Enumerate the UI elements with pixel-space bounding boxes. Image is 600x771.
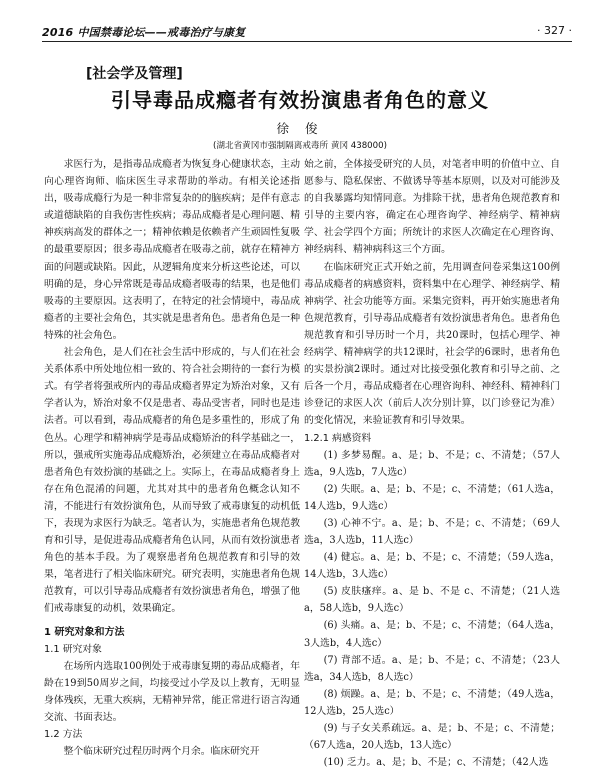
section-tag: [社会学及管理]	[86, 63, 183, 83]
list-item: (1) 多梦易醒。a、是；b、不是；c、不清楚；（57人选a，9人选b，7人选c）	[304, 447, 560, 481]
subsection-heading: 1.2 方法	[44, 726, 300, 743]
affiliation: (湖北省黄冈市强制隔离戒毒所 黄冈 438000)	[0, 139, 600, 151]
running-header	[42, 22, 572, 40]
journal-title: 2016 中国禁毒论坛——戒毒治疗与康复	[42, 24, 245, 40]
section-heading: 1 研究对象和方法	[44, 624, 300, 641]
list-item: (4) 健忘。a、是；b、不是；c、不清楚；（59人选a，14人选b，3人选c）	[304, 549, 560, 583]
list-item: (6) 头痛。a、是；b、不是；c、不清楚；（64人选a，3人选b，4人选c）	[304, 617, 560, 651]
list-item: (7) 背部不适。a、是；b、不是；c、不清楚；（23人选a，34人选b，8人选c）	[304, 652, 560, 686]
paragraph: 在临床研究正式开始之前，先用调查问卷采集这100例毒品成瘾者的病感资料，资料集中在心理学、神经病学、精神病学、社会功能等方面。采集完资料，再开始实施患者角色规范教育，引导毒品成瘾者有效扮演患者角色。患者角色规范教育和引导历时一个月，共20课时，包括心理学、神经病学、精神病学的共12课时，社会学的6课时，患者角色的实景扮演2课时。通过对比接受强化教育和引导之前、之后各一个月，毒品成瘾者在心理咨询科、神经科、精神科门诊登记的求医人次（前后人次分别计算，以门诊登记为准）的变化情况，来验证教育和引导效果。	[304, 259, 560, 430]
page-number: · 327 ·	[537, 24, 572, 37]
subsection-heading: 1.2.1 病感资料	[304, 430, 560, 447]
right-column	[304, 156, 560, 771]
paragraph: 始之前，全体接受研究的人员，对笔者申明的价值中立、自愿参与、隐私保密、不做诱导等基本原则，以及对可能涉及的自我暴露均知情同意。为排除干扰，患者角色规范教育和引导的主要内容，确定在心理咨询学、神经病学、精神病学、社会学四个方面；所统计的求医人次确定在心理咨询、神经病科、精神病科这三个方面。	[304, 156, 560, 259]
paragraph: 在场所内选取100例处于戒毒康复期的毒品成瘾者，年龄在19到50周岁之间，均接受过小学及以上教育，无明显身体残疾，无重大疾病，无精神异常，能正常进行语言沟通交流、书面表达。	[44, 658, 300, 726]
list-item: (3) 心神不宁。a、是；b、不是；c、不清楚；（69人选a，3人选b，11人选c）	[304, 515, 560, 549]
author: 徐 俊	[0, 119, 600, 137]
header-divider	[42, 41, 572, 42]
article-title: 引导毒品成瘾者有效扮演患者角色的意义	[0, 84, 600, 113]
left-column	[44, 156, 300, 760]
questionnaire-list	[304, 447, 560, 771]
list-item: (8) 烦躁。a、是；b、不是；c、不清楚；（49人选a，12人选b，25人选c）	[304, 686, 560, 720]
paragraph: 求医行为，是指毒品成瘾者为恢复身心健康状态，主动向心理咨询师、临床医生寻求帮助的举动。有相关论述指出，吸毒成瘾行为是一种非常复杂的的脑疾病；是伴有意志或道德缺陷的自我伤害性疾病；毒品成瘾者是心理问题、精神疾病高发的群体之一；精神依赖是依赖者产生顽固性复吸的最重要原因；很多毒品成瘾者在吸毒之前，就存在精神方面的问题或缺陷。因此，从逻辑角度来分析这些论述，可以明确的是，身心异常既是毒品成瘾者吸毒的结果，也是他们吸毒的主要原因。这表明了，在特定的社会情境中，毒品成瘾者的主要社会角色，其实就是患者角色。患者角色是一种特殊的社会角色。	[44, 156, 300, 344]
subsection-heading: 1.1 研究对象	[44, 641, 300, 658]
paragraph: 整个临床研究过程历时两个月余。临床研究开	[44, 743, 300, 760]
paragraph: 社会角色，是人们在社会生活中形成的，与人们在社会关系体系中所处地位相一致的、符合社会期待的一套行为模式。有学者将强戒所内的毒品成瘾者界定为矫治对象，又有学者认为，矫治对象不仅是患者、毒品受害者，同时也是违法者。可以看到，毒品成瘾者的角色是多重性的，形成了角色丛。心理学和精神病学是毒品成瘾矫治的科学基础之一，所以，强戒所实施毒品成瘾矫治，必须建立在毒品成瘾者对患者角色有效扮演的基础之上。实际上，在毒品成瘾者身上存在角色混淆的问题，尤其对其中的患者角色概念认知不清，不能进行有效扮演角色，从而导致了戒毒康复的动机低下，表现为求医行为缺乏。笔者认为，实施患者角色规范教育和引导，是促进毒品成瘾者角色认同，从而有效扮演患者角色的基本手段。为了观察患者角色规范教育和引导的效果，笔者进行了相关临床研究。研究表明，实施患者角色规范教育，可以引导毒品成瘾者有效扮演患者角色，增强了他们戒毒康复的动机，效果确定。	[44, 344, 300, 618]
list-item: (2) 失眠。a、是；b、不是；c、不清楚；（61人选a，14人选b，9人选c）	[304, 481, 560, 515]
list-item: (5) 皮肤瘙痒。a、是 b、不是 c、不清楚；（21人选a，58人选b，9人选c）	[304, 583, 560, 617]
list-item: (9) 与子女关系疏远。a、是；b、不是；c、不清楚；（67人选a，20人选b，13人选c）	[304, 720, 560, 754]
list-item: (10) 乏力。a、是；b、不是；c、不清楚；（42人选	[304, 754, 560, 771]
